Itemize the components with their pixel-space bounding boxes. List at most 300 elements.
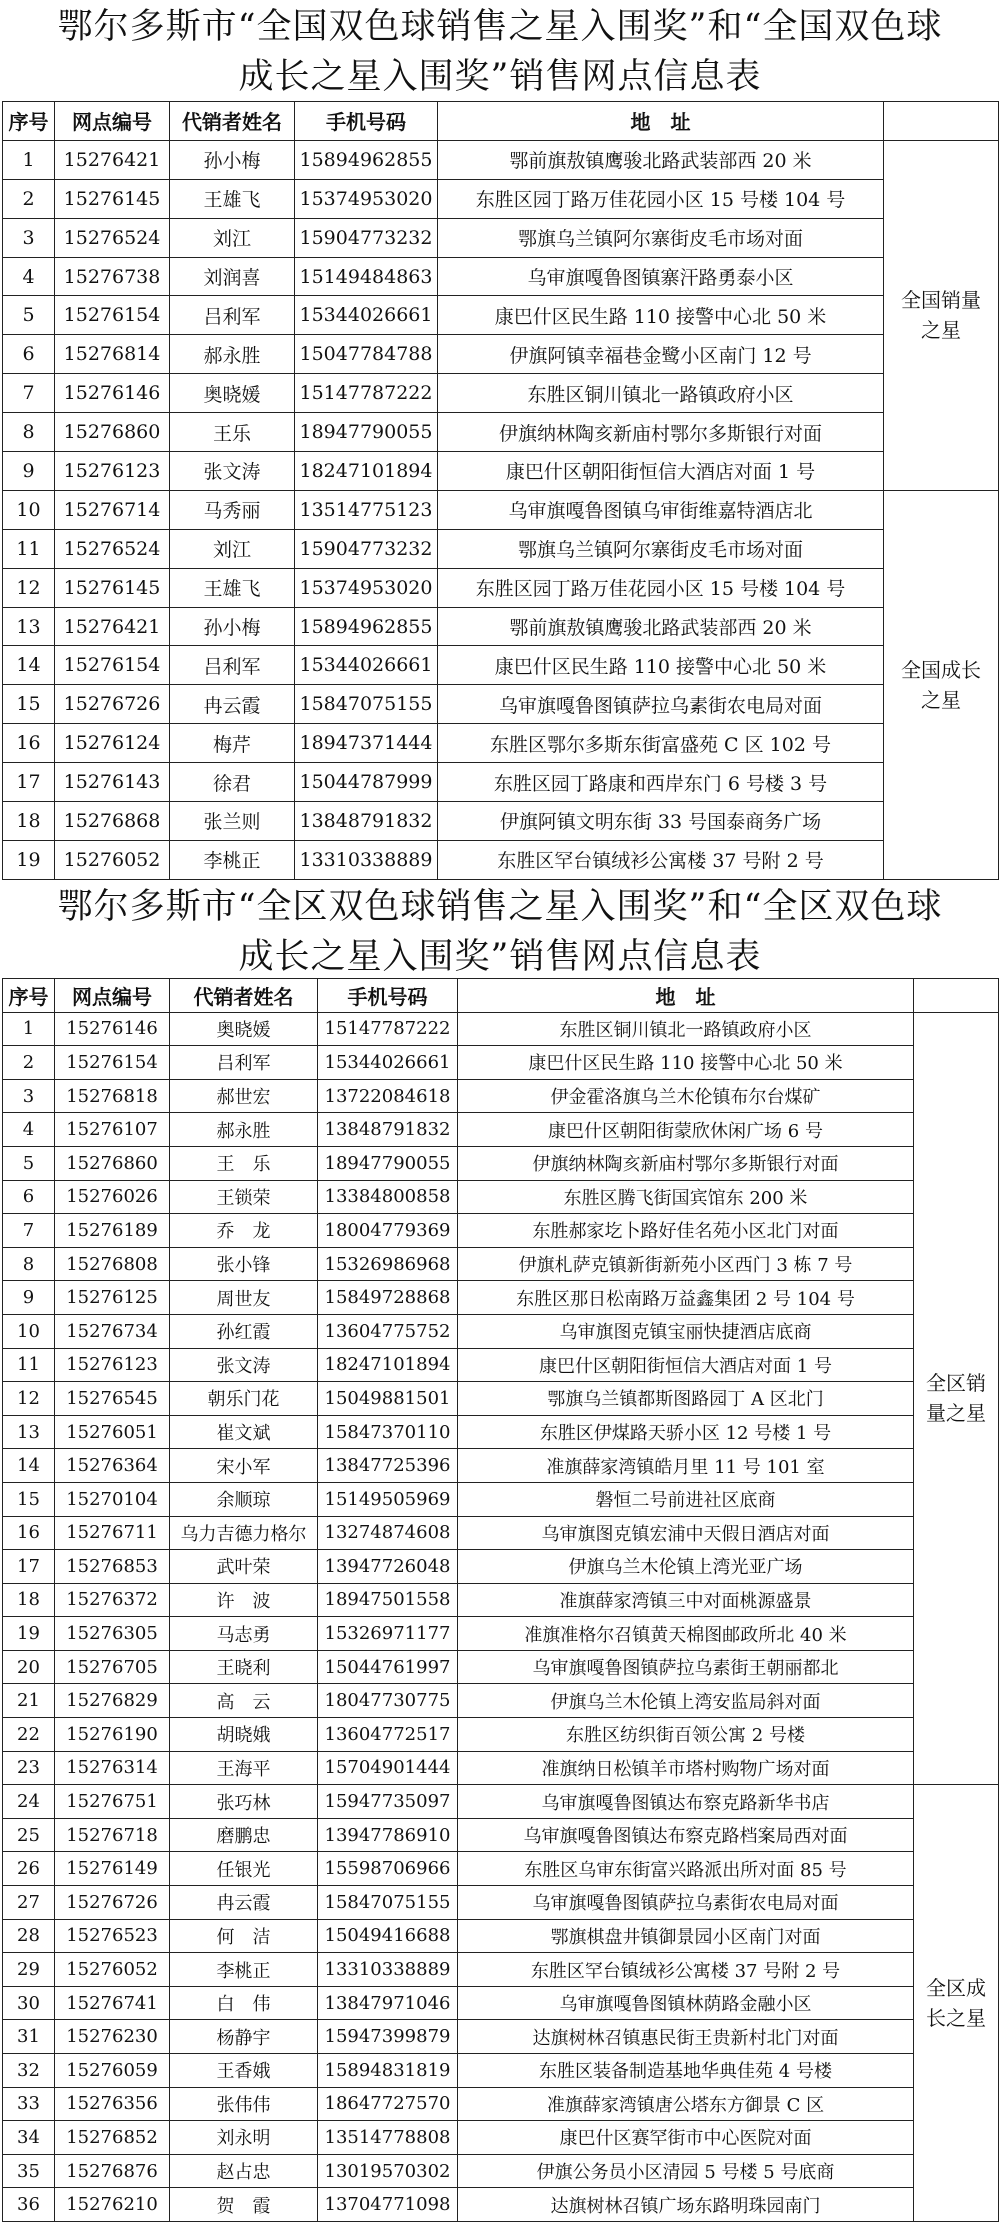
cell-address: 乌审旗嘎鲁图镇达布察克路新华书店: [458, 1785, 914, 1819]
cell-index: 9: [3, 1281, 55, 1315]
table-row: [3, 802, 999, 841]
header-address: 地 址: [458, 979, 914, 1013]
cell-phone: 13019570302: [318, 2154, 458, 2188]
cell-phone: 13722084618: [318, 1079, 458, 1113]
cell-agent-name: 马志勇: [170, 1617, 318, 1651]
cell-phone: 15049881501: [318, 1382, 458, 1416]
cell-index: 22: [3, 1718, 55, 1752]
table-row: [3, 1785, 999, 1819]
cell-phone: 13704771098: [318, 2188, 458, 2222]
section-national: [0, 0, 1000, 873]
cell-phone: 13847725396: [318, 1449, 458, 1483]
cell-index: 8: [3, 413, 55, 452]
cell-outlet-id: 15276154: [55, 1046, 170, 1080]
header-agent-name: 代销者姓名: [170, 102, 295, 141]
table-row: [3, 1583, 999, 1617]
cell-outlet-id: 15276123: [55, 452, 170, 491]
cell-address: 东胜区铜川镇北一路镇政府小区: [458, 1012, 914, 1046]
cell-index: 3: [3, 1079, 55, 1113]
cell-outlet-id: 15276726: [55, 1886, 170, 1920]
cell-phone: 15849728868: [318, 1281, 458, 1315]
cell-agent-name: 冉云霞: [170, 685, 295, 724]
cell-phone: 18004779369: [318, 1214, 458, 1248]
cell-phone: 13604772517: [318, 1718, 458, 1752]
cell-address: 乌审旗嘎鲁图镇寨汗路勇泰小区: [438, 257, 884, 296]
table-row: [3, 179, 999, 218]
cell-address: 伊金霍洛旗乌兰木伦镇布尔台煤矿: [458, 1079, 914, 1113]
cell-phone: 15047784788: [295, 335, 438, 374]
cell-outlet-id: 15276026: [55, 1180, 170, 1214]
cell-outlet-id: 15276125: [55, 1281, 170, 1315]
cell-outlet-id: 15276154: [55, 646, 170, 685]
cell-phone: 15598706966: [318, 1852, 458, 1886]
cell-outlet-id: 15276305: [55, 1617, 170, 1651]
cell-address: 准旗纳日松镇羊市塔村购物广场对面: [458, 1751, 914, 1785]
cell-outlet-id: 15276190: [55, 1718, 170, 1752]
cell-address: 东胜区铜川镇北一路镇政府小区: [438, 374, 884, 413]
cell-outlet-id: 15276829: [55, 1684, 170, 1718]
cell-phone: 15044787999: [295, 763, 438, 802]
cell-outlet-id: 15276052: [55, 840, 170, 879]
cell-address: 东胜区罕台镇绒衫公寓楼 37 号附 2 号: [458, 1953, 914, 1987]
table-row: [3, 1012, 999, 1046]
cell-index: 8: [3, 1247, 55, 1281]
cell-agent-name: 杨静宇: [170, 2020, 318, 2054]
cell-address: 东胜郝家圪卜路好佳名苑小区北门对面: [458, 1214, 914, 1248]
cell-outlet-id: 15276808: [55, 1247, 170, 1281]
cell-agent-name: 孙小梅: [170, 140, 295, 179]
cell-agent-name: 李桃正: [170, 840, 295, 879]
cell-index: 15: [3, 685, 55, 724]
cell-address: 鄂旗乌兰镇都斯图路园丁 A 区北门: [458, 1382, 914, 1416]
table-row: [3, 1247, 999, 1281]
cell-outlet-id: 15276523: [55, 1919, 170, 1953]
cell-phone: 13384800858: [318, 1180, 458, 1214]
table-row: [3, 1449, 999, 1483]
cell-phone: 15847370110: [318, 1415, 458, 1449]
table-row: [3, 1482, 999, 1516]
table-row: [3, 840, 999, 879]
cell-outlet-id: 15276210: [55, 2188, 170, 2222]
cell-phone: 15847075155: [295, 685, 438, 724]
cell-index: 3: [3, 218, 55, 257]
cell-agent-name: 吕利军: [170, 1046, 318, 1080]
cell-phone: 15894962855: [295, 607, 438, 646]
table-row: [3, 1684, 999, 1718]
national-table-title: [0, 0, 1000, 102]
cell-address: 伊旗札萨克镇新街新苑小区西门 3 栋 7 号: [458, 1247, 914, 1281]
cell-address: 东胜区园丁路康和西岸东门 6 号楼 3 号: [438, 763, 884, 802]
title-line-1: 鄂尔多斯市“全区双色球销售之星入围奖”和“全区双色球: [57, 887, 943, 927]
cell-index: 17: [3, 763, 55, 802]
table-row: [3, 685, 999, 724]
cell-address: 达旗树林召镇惠民街王贵新村北门对面: [458, 2020, 914, 2054]
cell-index: 1: [3, 140, 55, 179]
category-cell: [914, 1012, 999, 1785]
cell-outlet-id: 15276059: [55, 2054, 170, 2088]
cell-address: 东胜区纺织街百领公寓 2 号楼: [458, 1718, 914, 1752]
table-row: [3, 724, 999, 763]
cell-address: 康巴什区朝阳街蒙欣休闲广场 6 号: [458, 1113, 914, 1147]
regional-outlets-table: [2, 978, 999, 2222]
cell-index: 13: [3, 607, 55, 646]
cell-index: 12: [3, 1382, 55, 1416]
cell-agent-name: 张巧林: [170, 1785, 318, 1819]
cell-outlet-id: 15276364: [55, 1449, 170, 1483]
cell-outlet-id: 15276860: [55, 413, 170, 452]
cell-phone: 15374953020: [295, 568, 438, 607]
cell-index: 13: [3, 1415, 55, 1449]
cell-outlet-id: 15276145: [55, 179, 170, 218]
cell-address: 乌审旗图克镇宏浦中天假日酒店对面: [458, 1516, 914, 1550]
cell-phone: 18647727570: [318, 2087, 458, 2121]
cell-outlet-id: 15276868: [55, 802, 170, 841]
cell-address: 东胜区腾飞街国宾馆东 200 米: [458, 1180, 914, 1214]
cell-agent-name: 王香娥: [170, 2054, 318, 2088]
cell-agent-name: 梅芹: [170, 724, 295, 763]
cell-agent-name: 武叶荣: [170, 1550, 318, 1584]
cell-address: 乌审旗嘎鲁图镇萨拉乌素街农电局对面: [458, 1886, 914, 1920]
table-row: [3, 2121, 999, 2155]
cell-agent-name: 张文涛: [170, 1348, 318, 1382]
cell-address: 鄂旗棋盘井镇御景园小区南门对面: [458, 1919, 914, 1953]
table-row: [3, 1919, 999, 1953]
cell-phone: 15894831819: [318, 2054, 458, 2088]
cell-outlet-id: 15276876: [55, 2154, 170, 2188]
table-row: [3, 413, 999, 452]
table-row: [3, 1986, 999, 2020]
cell-address: 伊旗纳林陶亥新庙村鄂尔多斯银行对面: [458, 1146, 914, 1180]
cell-outlet-id: 15276714: [55, 490, 170, 529]
category-line-2: 之星: [921, 318, 961, 343]
cell-phone: 15326986968: [318, 1247, 458, 1281]
cell-address: 康巴什区朝阳街恒信大酒店对面 1 号: [438, 452, 884, 491]
cell-phone: 13310338889: [295, 840, 438, 879]
cell-phone: 13848791832: [295, 802, 438, 841]
table-row: [3, 1550, 999, 1584]
cell-address: 乌审旗嘎鲁图镇萨拉乌素街王朝丽都北: [458, 1650, 914, 1684]
cell-agent-name: 刘江: [170, 529, 295, 568]
cell-address: 康巴什区朝阳街恒信大酒店对面 1 号: [458, 1348, 914, 1382]
cell-outlet-id: 15276189: [55, 1214, 170, 1248]
cell-phone: 15149484863: [295, 257, 438, 296]
table-row: [3, 1180, 999, 1214]
cell-address: 伊旗乌兰木伦镇上湾安监局斜对面: [458, 1684, 914, 1718]
cell-outlet-id: 15276524: [55, 529, 170, 568]
cell-index: 35: [3, 2154, 55, 2188]
cell-phone: 15344026661: [295, 646, 438, 685]
cell-address: 鄂前旗敖镇鹰骏北路武装部西 20 米: [438, 607, 884, 646]
cell-index: 33: [3, 2087, 55, 2121]
table-row: [3, 763, 999, 802]
cell-index: 17: [3, 1550, 55, 1584]
cell-address: 伊旗乌兰木伦镇上湾光亚广场: [458, 1550, 914, 1584]
cell-outlet-id: 15276124: [55, 724, 170, 763]
category-cell: [884, 490, 999, 879]
table-row: [3, 1516, 999, 1550]
cell-address: 康巴什区民生路 110 接警中心北 50 米: [458, 1046, 914, 1080]
table-row: [3, 1113, 999, 1147]
cell-phone: 15147787222: [295, 374, 438, 413]
cell-agent-name: 冉云霞: [170, 1886, 318, 1920]
cell-agent-name: 宋小军: [170, 1449, 318, 1483]
table-row: [3, 1718, 999, 1752]
category-line-2: 量之星: [926, 1401, 986, 1426]
cell-agent-name: 张伟伟: [170, 2087, 318, 2121]
cell-agent-name: 张兰则: [170, 802, 295, 841]
cell-index: 7: [3, 1214, 55, 1248]
cell-outlet-id: 15276726: [55, 685, 170, 724]
cell-address: 伊旗纳林陶亥新庙村鄂尔多斯银行对面: [438, 413, 884, 452]
category-line-1: 全区销: [926, 1371, 986, 1396]
cell-agent-name: 崔文斌: [170, 1415, 318, 1449]
cell-outlet-id: 15276818: [55, 1079, 170, 1113]
table-row: [3, 1886, 999, 1920]
cell-phone: 15894962855: [295, 140, 438, 179]
cell-outlet-id: 15276145: [55, 568, 170, 607]
table-row: [3, 2188, 999, 2222]
table-row: [3, 1214, 999, 1248]
cell-index: 9: [3, 452, 55, 491]
cell-index: 11: [3, 529, 55, 568]
category-cell: [884, 140, 999, 490]
cell-agent-name: 刘江: [170, 218, 295, 257]
cell-index: 5: [3, 296, 55, 335]
table-row: [3, 2087, 999, 2121]
header-row: [3, 102, 999, 141]
cell-phone: 15044761997: [318, 1650, 458, 1684]
title-line-2: 成长之星入围奖”销售网点信息表: [238, 937, 762, 977]
cell-index: 6: [3, 335, 55, 374]
cell-phone: 13274874608: [318, 1516, 458, 1550]
table-row: [3, 1348, 999, 1382]
table-row: [3, 1852, 999, 1886]
cell-agent-name: 周世友: [170, 1281, 318, 1315]
cell-phone: 13848791832: [318, 1113, 458, 1147]
table-row: [3, 1617, 999, 1651]
cell-agent-name: 吕利军: [170, 646, 295, 685]
cell-outlet-id: 15276524: [55, 218, 170, 257]
cell-index: 18: [3, 1583, 55, 1617]
cell-index: 31: [3, 2020, 55, 2054]
cell-phone: 13514775123: [295, 490, 438, 529]
cell-index: 11: [3, 1348, 55, 1382]
cell-phone: 18947790055: [318, 1146, 458, 1180]
cell-agent-name: 马秀丽: [170, 490, 295, 529]
cell-address: 东胜区罕台镇绒衫公寓楼 37 号附 2 号: [438, 840, 884, 879]
cell-address: 鄂旗乌兰镇阿尔寨街皮毛市场对面: [438, 529, 884, 568]
cell-outlet-id: 15276718: [55, 1818, 170, 1852]
cell-index: 30: [3, 1986, 55, 2020]
cell-phone: 18947790055: [295, 413, 438, 452]
cell-outlet-id: 15276146: [55, 374, 170, 413]
cell-agent-name: 徐君: [170, 763, 295, 802]
cell-agent-name: 张小锋: [170, 1247, 318, 1281]
cell-index: 4: [3, 257, 55, 296]
cell-phone: 15904773232: [295, 218, 438, 257]
cell-agent-name: 赵占忠: [170, 2154, 318, 2188]
cell-phone: 15374953020: [295, 179, 438, 218]
section-regional: [0, 880, 1000, 2217]
table-row: [3, 1953, 999, 1987]
cell-outlet-id: 15276356: [55, 2087, 170, 2121]
header-address: 地 址: [438, 102, 884, 141]
cell-address: 鄂旗乌兰镇阿尔寨街皮毛市场对面: [438, 218, 884, 257]
cell-phone: 18247101894: [295, 452, 438, 491]
cell-agent-name: 何 洁: [170, 1919, 318, 1953]
header-index: 序号: [3, 102, 55, 141]
title-line-1: 鄂尔多斯市“全国双色球销售之星入围奖”和“全国双色球: [57, 7, 943, 47]
cell-index: 4: [3, 1113, 55, 1147]
cell-agent-name: 郝永胜: [170, 335, 295, 374]
cell-agent-name: 白 伟: [170, 1986, 318, 2020]
cell-outlet-id: 15276860: [55, 1146, 170, 1180]
cell-index: 18: [3, 802, 55, 841]
cell-index: 10: [3, 1314, 55, 1348]
cell-index: 15: [3, 1482, 55, 1516]
cell-address: 达旗树林召镇广场东路明珠园南门: [458, 2188, 914, 2222]
cell-address: 准旗薛家湾镇唐公塔东方御景 C 区: [458, 2087, 914, 2121]
cell-address: 伊旗公务员小区清园 5 号楼 5 号底商: [458, 2154, 914, 2188]
cell-agent-name: 奥晓媛: [170, 374, 295, 413]
table-row: [3, 296, 999, 335]
cell-index: 7: [3, 374, 55, 413]
cell-outlet-id: 15276146: [55, 1012, 170, 1046]
category-cell: [914, 1785, 999, 2222]
cell-agent-name: 王晓利: [170, 1650, 318, 1684]
cell-outlet-id: 15276149: [55, 1852, 170, 1886]
cell-agent-name: 乔 龙: [170, 1214, 318, 1248]
cell-agent-name: 贺 霞: [170, 2188, 318, 2222]
category-line-1: 全国销量: [901, 288, 981, 313]
cell-address: 乌审旗嘎鲁图镇乌审街维嘉特酒店北: [438, 490, 884, 529]
header-category: [914, 979, 999, 1013]
table-row: [3, 218, 999, 257]
cell-index: 10: [3, 490, 55, 529]
header-row: [3, 979, 999, 1013]
cell-phone: 13514778808: [318, 2121, 458, 2155]
table-row: [3, 1079, 999, 1113]
cell-index: 32: [3, 2054, 55, 2088]
cell-agent-name: 奥晓媛: [170, 1012, 318, 1046]
cell-index: 24: [3, 1785, 55, 1819]
cell-outlet-id: 15276545: [55, 1382, 170, 1416]
cell-index: 27: [3, 1886, 55, 1920]
cell-agent-name: 王雄飞: [170, 179, 295, 218]
cell-agent-name: 许 波: [170, 1583, 318, 1617]
table-row: [3, 607, 999, 646]
cell-phone: 15049416688: [318, 1919, 458, 1953]
cell-phone: 15326971177: [318, 1617, 458, 1651]
cell-agent-name: 磨鹏忠: [170, 1818, 318, 1852]
cell-agent-name: 孙小梅: [170, 607, 295, 646]
category-line-2: 长之星: [926, 2006, 986, 2031]
table-row: [3, 1382, 999, 1416]
cell-index: 6: [3, 1180, 55, 1214]
table-row: [3, 1751, 999, 1785]
cell-phone: 13947786910: [318, 1818, 458, 1852]
cell-index: 23: [3, 1751, 55, 1785]
header-index: 序号: [3, 979, 55, 1013]
cell-phone: 13310338889: [318, 1953, 458, 1987]
cell-outlet-id: 15276372: [55, 1583, 170, 1617]
cell-outlet-id: 15270104: [55, 1482, 170, 1516]
cell-agent-name: 吕利军: [170, 296, 295, 335]
header-category: [884, 102, 999, 141]
table-row: [3, 1818, 999, 1852]
cell-phone: 13947726048: [318, 1550, 458, 1584]
cell-address: 东胜区那日松南路万益鑫集团 2 号 104 号: [458, 1281, 914, 1315]
regional-table-title: [0, 880, 1000, 982]
table-row: [3, 2154, 999, 2188]
cell-address: 伊旗阿镇文明东街 33 号国泰商务广场: [438, 802, 884, 841]
cell-address: 准旗准格尔召镇黄天棉图邮政所北 40 米: [458, 1617, 914, 1651]
header-outlet-id: 网点编号: [55, 102, 170, 141]
cell-address: 东胜区乌审东街富兴路派出所对面 85 号: [458, 1852, 914, 1886]
cell-index: 2: [3, 1046, 55, 1080]
cell-agent-name: 郝永胜: [170, 1113, 318, 1147]
cell-agent-name: 张文涛: [170, 452, 295, 491]
cell-address: 康巴什区赛罕街市中心医院对面: [458, 2121, 914, 2155]
cell-address: 东胜区鄂尔多斯东街富盛苑 C 区 102 号: [438, 724, 884, 763]
cell-outlet-id: 15276230: [55, 2020, 170, 2054]
cell-phone: 15344026661: [318, 1046, 458, 1080]
cell-index: 21: [3, 1684, 55, 1718]
cell-agent-name: 王锁荣: [170, 1180, 318, 1214]
cell-agent-name: 刘润喜: [170, 257, 295, 296]
cell-agent-name: 余顺琼: [170, 1482, 318, 1516]
cell-index: 25: [3, 1818, 55, 1852]
cell-index: 28: [3, 1919, 55, 1953]
cell-phone: 18047730775: [318, 1684, 458, 1718]
cell-address: 东胜区园丁路万佳花园小区 15 号楼 104 号: [438, 179, 884, 218]
cell-address: 乌审旗嘎鲁图镇萨拉乌素街农电局对面: [438, 685, 884, 724]
cell-outlet-id: 15276421: [55, 140, 170, 179]
cell-index: 16: [3, 724, 55, 763]
table-row: [3, 1314, 999, 1348]
cell-address: 乌审旗图克镇宝丽快捷酒店底商: [458, 1314, 914, 1348]
table-row: [3, 1415, 999, 1449]
cell-agent-name: 孙红霞: [170, 1314, 318, 1348]
cell-address: 乌审旗嘎鲁图镇达布察克路档案局西对面: [458, 1818, 914, 1852]
cell-address: 磐恒二号前进社区底商: [458, 1482, 914, 1516]
cell-outlet-id: 15276123: [55, 1348, 170, 1382]
cell-index: 20: [3, 1650, 55, 1684]
cell-outlet-id: 15276154: [55, 296, 170, 335]
cell-index: 5: [3, 1146, 55, 1180]
table-row: [3, 1650, 999, 1684]
cell-phone: 15704901444: [318, 1751, 458, 1785]
table-row: [3, 335, 999, 374]
cell-outlet-id: 15276741: [55, 1986, 170, 2020]
cell-agent-name: 胡晓娥: [170, 1718, 318, 1752]
cell-agent-name: 王 乐: [170, 1146, 318, 1180]
cell-agent-name: 郝世宏: [170, 1079, 318, 1113]
cell-address: 伊旗阿镇幸福巷金鹭小区南门 12 号: [438, 335, 884, 374]
cell-index: 26: [3, 1852, 55, 1886]
cell-agent-name: 王乐: [170, 413, 295, 452]
cell-index: 16: [3, 1516, 55, 1550]
cell-address: 乌审旗嘎鲁图镇林荫路金融小区: [458, 1986, 914, 2020]
cell-phone: 15947735097: [318, 1785, 458, 1819]
table-row: [3, 1046, 999, 1080]
cell-outlet-id: 15276107: [55, 1113, 170, 1147]
table-row: [3, 568, 999, 607]
cell-index: 2: [3, 179, 55, 218]
cell-address: 准旗薛家湾镇三中对面桃源盛景: [458, 1583, 914, 1617]
table-row: [3, 646, 999, 685]
cell-agent-name: 高 云: [170, 1684, 318, 1718]
